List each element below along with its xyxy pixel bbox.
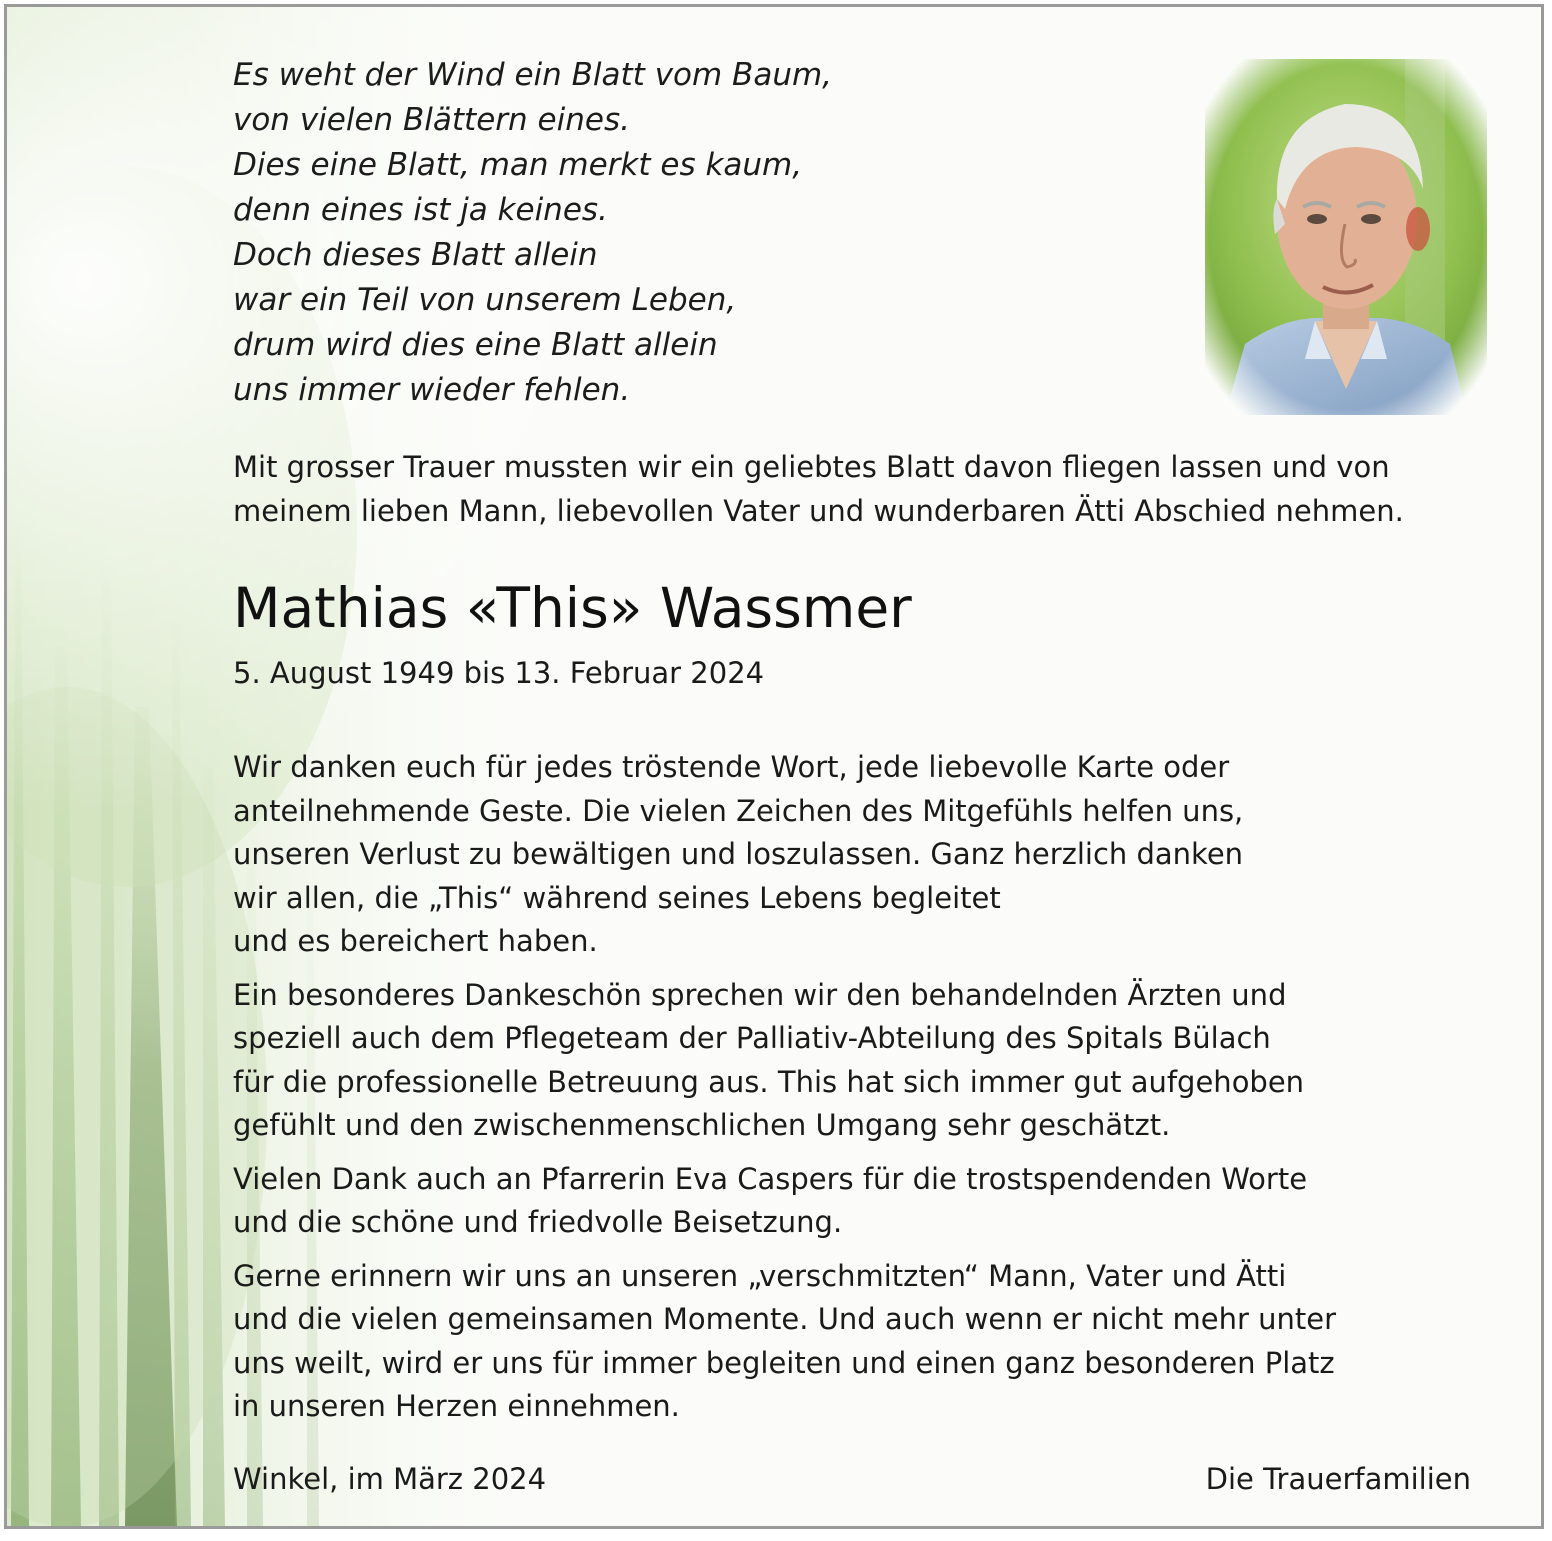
thanks-paragraph (233, 746, 1483, 964)
intro-line: meinem lieben Mann, liebevollen Vater und wunderbaren Ätti Abschied nehmen. (233, 494, 1404, 528)
poem-line: Dies eine Blatt, man merkt es kaum, (233, 147, 803, 183)
text-line: und es bereichert haben. (233, 924, 598, 958)
poem-line: Doch dieses Blatt allein (233, 237, 598, 273)
thanks-paragraph (233, 974, 1483, 1148)
text-line: Gerne erinnern wir uns an unseren „verschmitzten“ Mann, Vater und Ätti (233, 1258, 1287, 1293)
text-line: wir allen, die „This“ während seines Lebens begleitet (233, 880, 1001, 915)
text-line: anteilnehmende Geste. Die vielen Zeichen des Mitgefühls helfen uns, (233, 793, 1244, 828)
intro-text (233, 445, 1513, 533)
text-line: und die vielen gemeinsamen Momente. Und auch wenn er nicht mehr unter (233, 1302, 1337, 1336)
text-line: Ein besonderes Dankeschön sprechen wir den behandelnden Ärzten und (233, 977, 1287, 1012)
thanks-paragraph (233, 1255, 1483, 1429)
thanks-text (233, 746, 1483, 1439)
text-line: in unseren Herzen einnehmen. (233, 1389, 680, 1423)
life-dates: 5. August 1949 bis 13. Februar 2024 (233, 656, 765, 690)
poem-line: von vielen Blättern eines. (233, 102, 630, 138)
poem-line: drum wird dies eine Blatt allein (233, 327, 718, 363)
obituary-card (4, 4, 1544, 1529)
text-line: uns weilt, wird er uns für immer begleiten und einen ganz besonderen Platz (233, 1345, 1335, 1380)
text-line: und die schöne und friedvolle Beisetzung. (233, 1205, 843, 1239)
deceased-name: Mathias «This» Wassmer (233, 576, 912, 640)
text-line: gefühlt und den zwischenmenschlichen Umgang sehr geschätzt. (233, 1108, 1171, 1142)
signature: Die Trauerfamilien (1205, 1462, 1471, 1496)
poem-line: denn eines ist ja keines. (233, 192, 608, 228)
poem (233, 53, 832, 413)
text-line: Wir danken euch für jedes tröstende Wort, jede liebevolle Karte oder (233, 750, 1230, 784)
place-and-date: Winkel, im März 2024 (233, 1462, 547, 1496)
thanks-paragraph (233, 1158, 1483, 1245)
text-line: für die professionelle Betreuung aus. This hat sich immer gut aufgehoben (233, 1064, 1305, 1099)
intro-line: Mit grosser Trauer mussten wir ein geliebtes Blatt davon fliegen lassen und von (233, 450, 1390, 484)
poem-line: war ein Teil von unserem Leben, (233, 282, 737, 318)
poem-line: uns immer wieder fehlen. (233, 372, 631, 408)
portrait-photo (1205, 59, 1487, 415)
poem-line: Es weht der Wind ein Blatt vom Baum, (233, 57, 833, 93)
text-line: speziell auch dem Pflegeteam der Palliativ-Abteilung des Spitals Bülach (233, 1021, 1271, 1055)
text-line: unseren Verlust zu bewältigen und loszulassen. Ganz herzlich danken (233, 837, 1244, 871)
text-line: Vielen Dank auch an Pfarrerin Eva Caspers für die trostspendenden Worte (233, 1161, 1308, 1196)
